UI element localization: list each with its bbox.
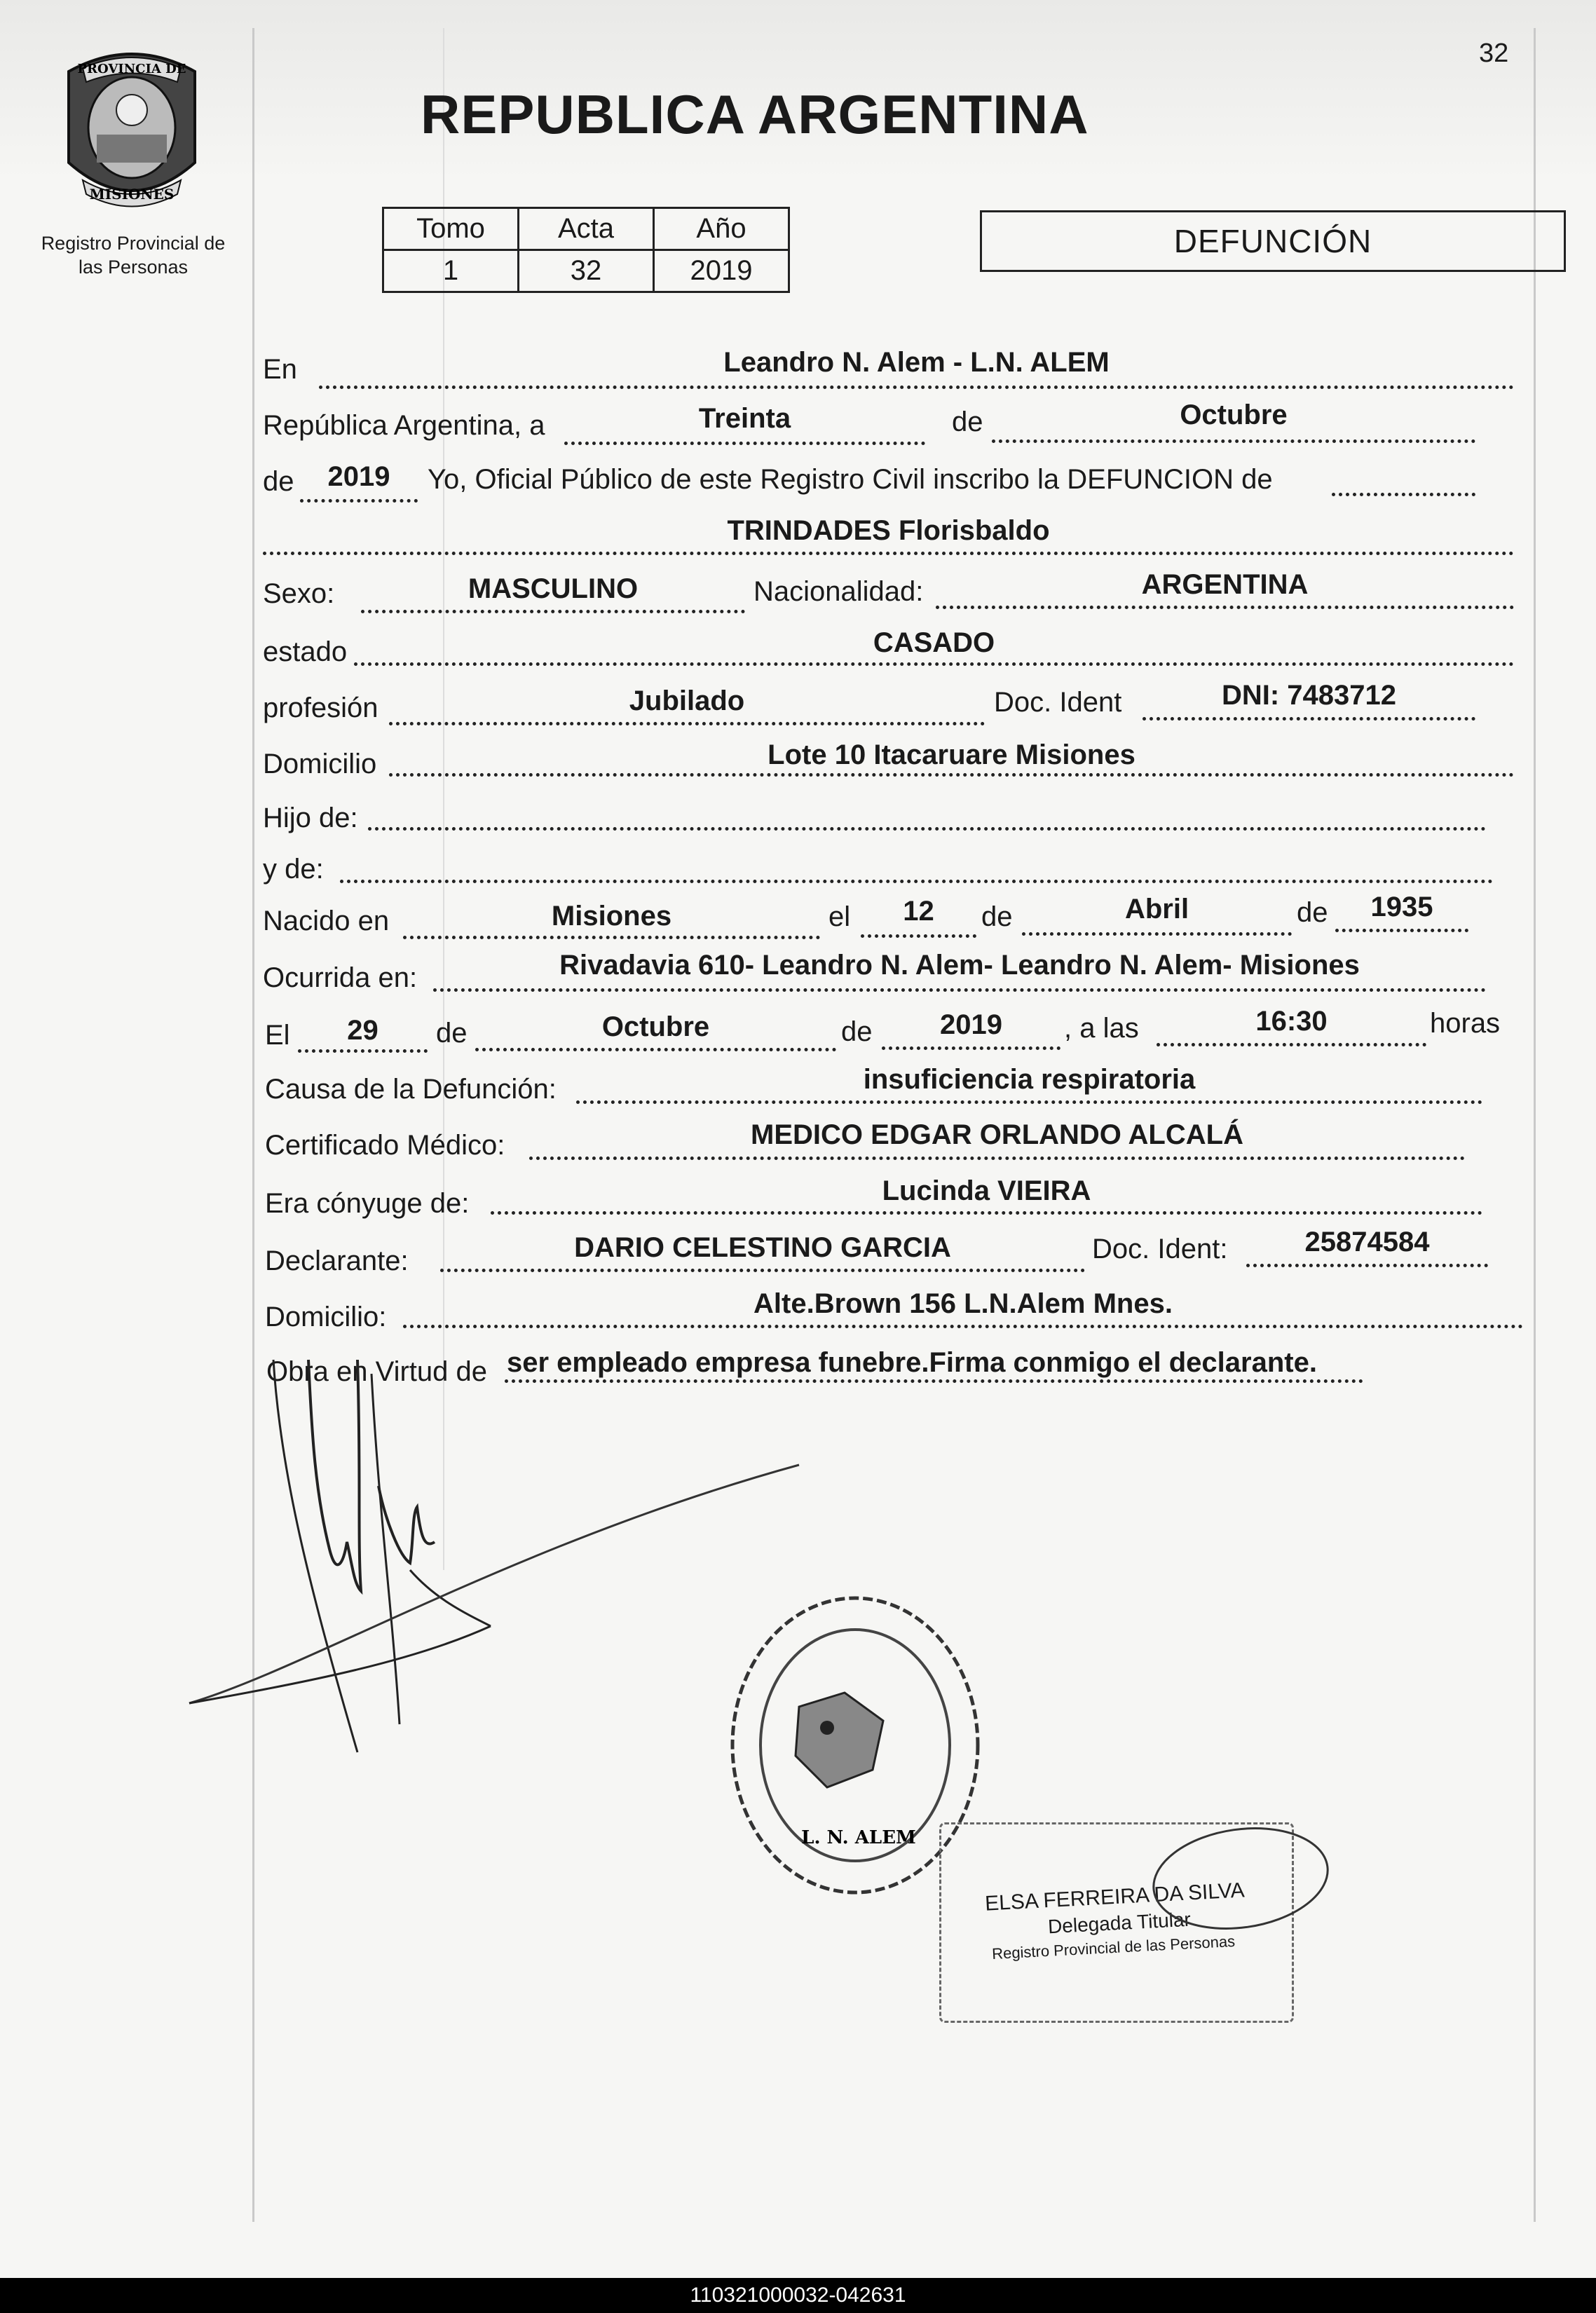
label-profesion: profesión xyxy=(263,692,378,723)
dotted-line xyxy=(1332,493,1475,496)
value-tomo: 1 xyxy=(383,250,519,292)
dotted-line xyxy=(576,1100,1482,1104)
field-mes: Octubre xyxy=(1180,400,1288,430)
reference-table xyxy=(382,207,790,293)
label-de: de xyxy=(952,407,983,437)
label-doc-ident-2: Doc. Ident: xyxy=(1092,1234,1228,1264)
registry-line-1: Registro Provincial de xyxy=(41,233,226,254)
dotted-line xyxy=(1143,717,1475,721)
label-nacionalidad: Nacionalidad: xyxy=(753,576,924,607)
field-def-mes: Octubre xyxy=(601,1011,710,1042)
dotted-line xyxy=(1022,932,1292,936)
label-hijo-de: Hijo de: xyxy=(263,803,358,833)
label-republica: República Argentina, a xyxy=(263,410,545,441)
label-ocurrida-en: Ocurrida en: xyxy=(263,962,418,993)
field-estado: CASADO xyxy=(873,627,995,658)
field-lugar: Leandro N. Alem - L.N. ALEM xyxy=(723,347,1110,378)
dotted-line xyxy=(475,1048,836,1051)
dotted-line xyxy=(440,1269,1085,1272)
barcode-footer: 110321000032-042631 xyxy=(0,2278,1596,2313)
dotted-line xyxy=(403,1325,1523,1328)
dotted-line xyxy=(368,827,1486,831)
label-domicilio-2: Domicilio: xyxy=(265,1302,387,1332)
field-profesion: Jubilado xyxy=(629,685,745,716)
field-nac-dia: 12 xyxy=(903,896,934,927)
label-de: de xyxy=(981,901,1013,932)
label-nacido-en: Nacido en xyxy=(263,906,390,936)
field-nacido-en: Misiones xyxy=(551,901,672,932)
label-en: En xyxy=(263,354,297,385)
dotted-line xyxy=(263,552,1514,555)
field-nombre: TRINDADES Florisbaldo xyxy=(727,515,1050,546)
dotted-line xyxy=(340,880,1493,883)
label-domicilio: Domicilio xyxy=(263,749,377,779)
label-y-de: y de: xyxy=(263,854,324,885)
dotted-line xyxy=(1335,929,1468,932)
dotted-line xyxy=(354,662,1514,666)
field-nac-mes: Abril xyxy=(1124,894,1189,924)
label-declarante: Declarante: xyxy=(265,1246,409,1276)
label-el-cap: El xyxy=(265,1020,290,1051)
label-obra: Obra en Virtud de xyxy=(266,1356,488,1387)
field-def-dia: 29 xyxy=(347,1015,378,1046)
dotted-line xyxy=(861,934,976,938)
dotted-line xyxy=(300,499,418,503)
crest-top-text: PROVINCIA DE xyxy=(77,62,186,76)
dotted-line xyxy=(433,988,1486,992)
field-declarante: DARIO CELESTINO GARCIA xyxy=(574,1232,951,1263)
document-type: DEFUNCIÓN xyxy=(980,210,1566,272)
page-title: REPUBLICA ARGENTINA xyxy=(421,83,1089,145)
field-anio: 2019 xyxy=(327,461,390,492)
field-dia-texto: Treinta xyxy=(698,403,791,434)
registry-line-2: las Personas xyxy=(78,257,189,278)
left-margin-line xyxy=(252,28,254,2222)
dotted-line xyxy=(1157,1043,1426,1046)
field-declarante-doc: 25874584 xyxy=(1304,1227,1430,1257)
dotted-line xyxy=(882,1046,1060,1050)
header-tomo: Tomo xyxy=(383,208,519,250)
dotted-line xyxy=(1246,1264,1488,1267)
dotted-line xyxy=(992,439,1475,443)
label-de: de xyxy=(263,466,294,497)
label-sexo: Sexo: xyxy=(263,578,335,609)
value-acta: 32 xyxy=(519,250,654,292)
province-crest-icon xyxy=(55,43,209,219)
label-certificado: Certificado Médico: xyxy=(265,1130,505,1161)
field-declarante-domicilio: Alte.Brown 156 L.N.Alem Mnes. xyxy=(753,1288,1173,1319)
dotted-line xyxy=(298,1049,428,1053)
field-causa: insuficiencia respiratoria xyxy=(863,1064,1196,1095)
field-domicilio: Lote 10 Itacaruare Misiones xyxy=(768,739,1135,770)
field-conyuge: Lucinda VIEIRA xyxy=(882,1175,1091,1206)
stamp-name: ELSA FERREIRA DA SILVA xyxy=(984,1878,1246,1916)
dotted-line xyxy=(319,386,1514,389)
seal-center-text: L. N. ALEM xyxy=(801,1827,916,1848)
label-a-las: , a las xyxy=(1064,1013,1139,1044)
page-number: 32 xyxy=(1479,39,1509,68)
dotted-line xyxy=(936,606,1514,609)
label-conyuge: Era cónyuge de: xyxy=(265,1188,470,1219)
field-certificado: MEDICO EDGAR ORLANDO ALCALÁ xyxy=(751,1119,1243,1150)
label-estado: estado xyxy=(263,636,348,667)
dotted-line xyxy=(491,1211,1482,1215)
label-horas: horas xyxy=(1430,1008,1501,1039)
stamp-role: Delegada Titular xyxy=(1047,1908,1192,1938)
label-causa: Causa de la Defunción: xyxy=(265,1074,557,1105)
dotted-line xyxy=(529,1156,1465,1160)
label-de: de xyxy=(436,1018,468,1049)
stamp-signature xyxy=(1150,1812,1346,1938)
field-doc: DNI: 7483712 xyxy=(1221,680,1397,711)
field-obra: ser empleado empresa funebre.Firma conmigo el declarante. xyxy=(507,1347,1317,1378)
dotted-line xyxy=(389,773,1514,777)
dotted-line xyxy=(403,936,820,939)
field-nacionalidad: ARGENTINA xyxy=(1141,569,1309,600)
label-el: el xyxy=(828,901,851,932)
field-sexo: MASCULINO xyxy=(468,573,639,604)
field-nac-anio: 1935 xyxy=(1370,892,1433,922)
field-def-anio: 2019 xyxy=(940,1009,1002,1040)
label-de: de xyxy=(1297,897,1328,928)
label-yo-oficial: Yo, Oficial Público de este Registro Civil inscribo la DEFUNCION de xyxy=(428,464,1273,495)
right-margin-line xyxy=(1534,28,1536,2222)
dotted-line xyxy=(361,610,745,613)
field-ocurrida-en: Rivadavia 610- Leandro N. Alem- Leandro N. Alem- Misiones xyxy=(559,950,1360,981)
label-doc-ident: Doc. Ident xyxy=(994,687,1122,718)
crest-bottom-text: MISIONES xyxy=(89,186,175,203)
field-hora: 16:30 xyxy=(1255,1006,1328,1037)
label-de: de xyxy=(841,1016,873,1047)
dotted-line xyxy=(564,442,925,445)
stamp-office: Registro Provincial de las Personas xyxy=(991,1932,1236,1963)
dotted-line xyxy=(389,722,985,725)
value-anio: 2019 xyxy=(654,250,789,292)
registry-name xyxy=(21,231,245,279)
header-acta: Acta xyxy=(519,208,654,250)
header-anio: Año xyxy=(654,208,789,250)
